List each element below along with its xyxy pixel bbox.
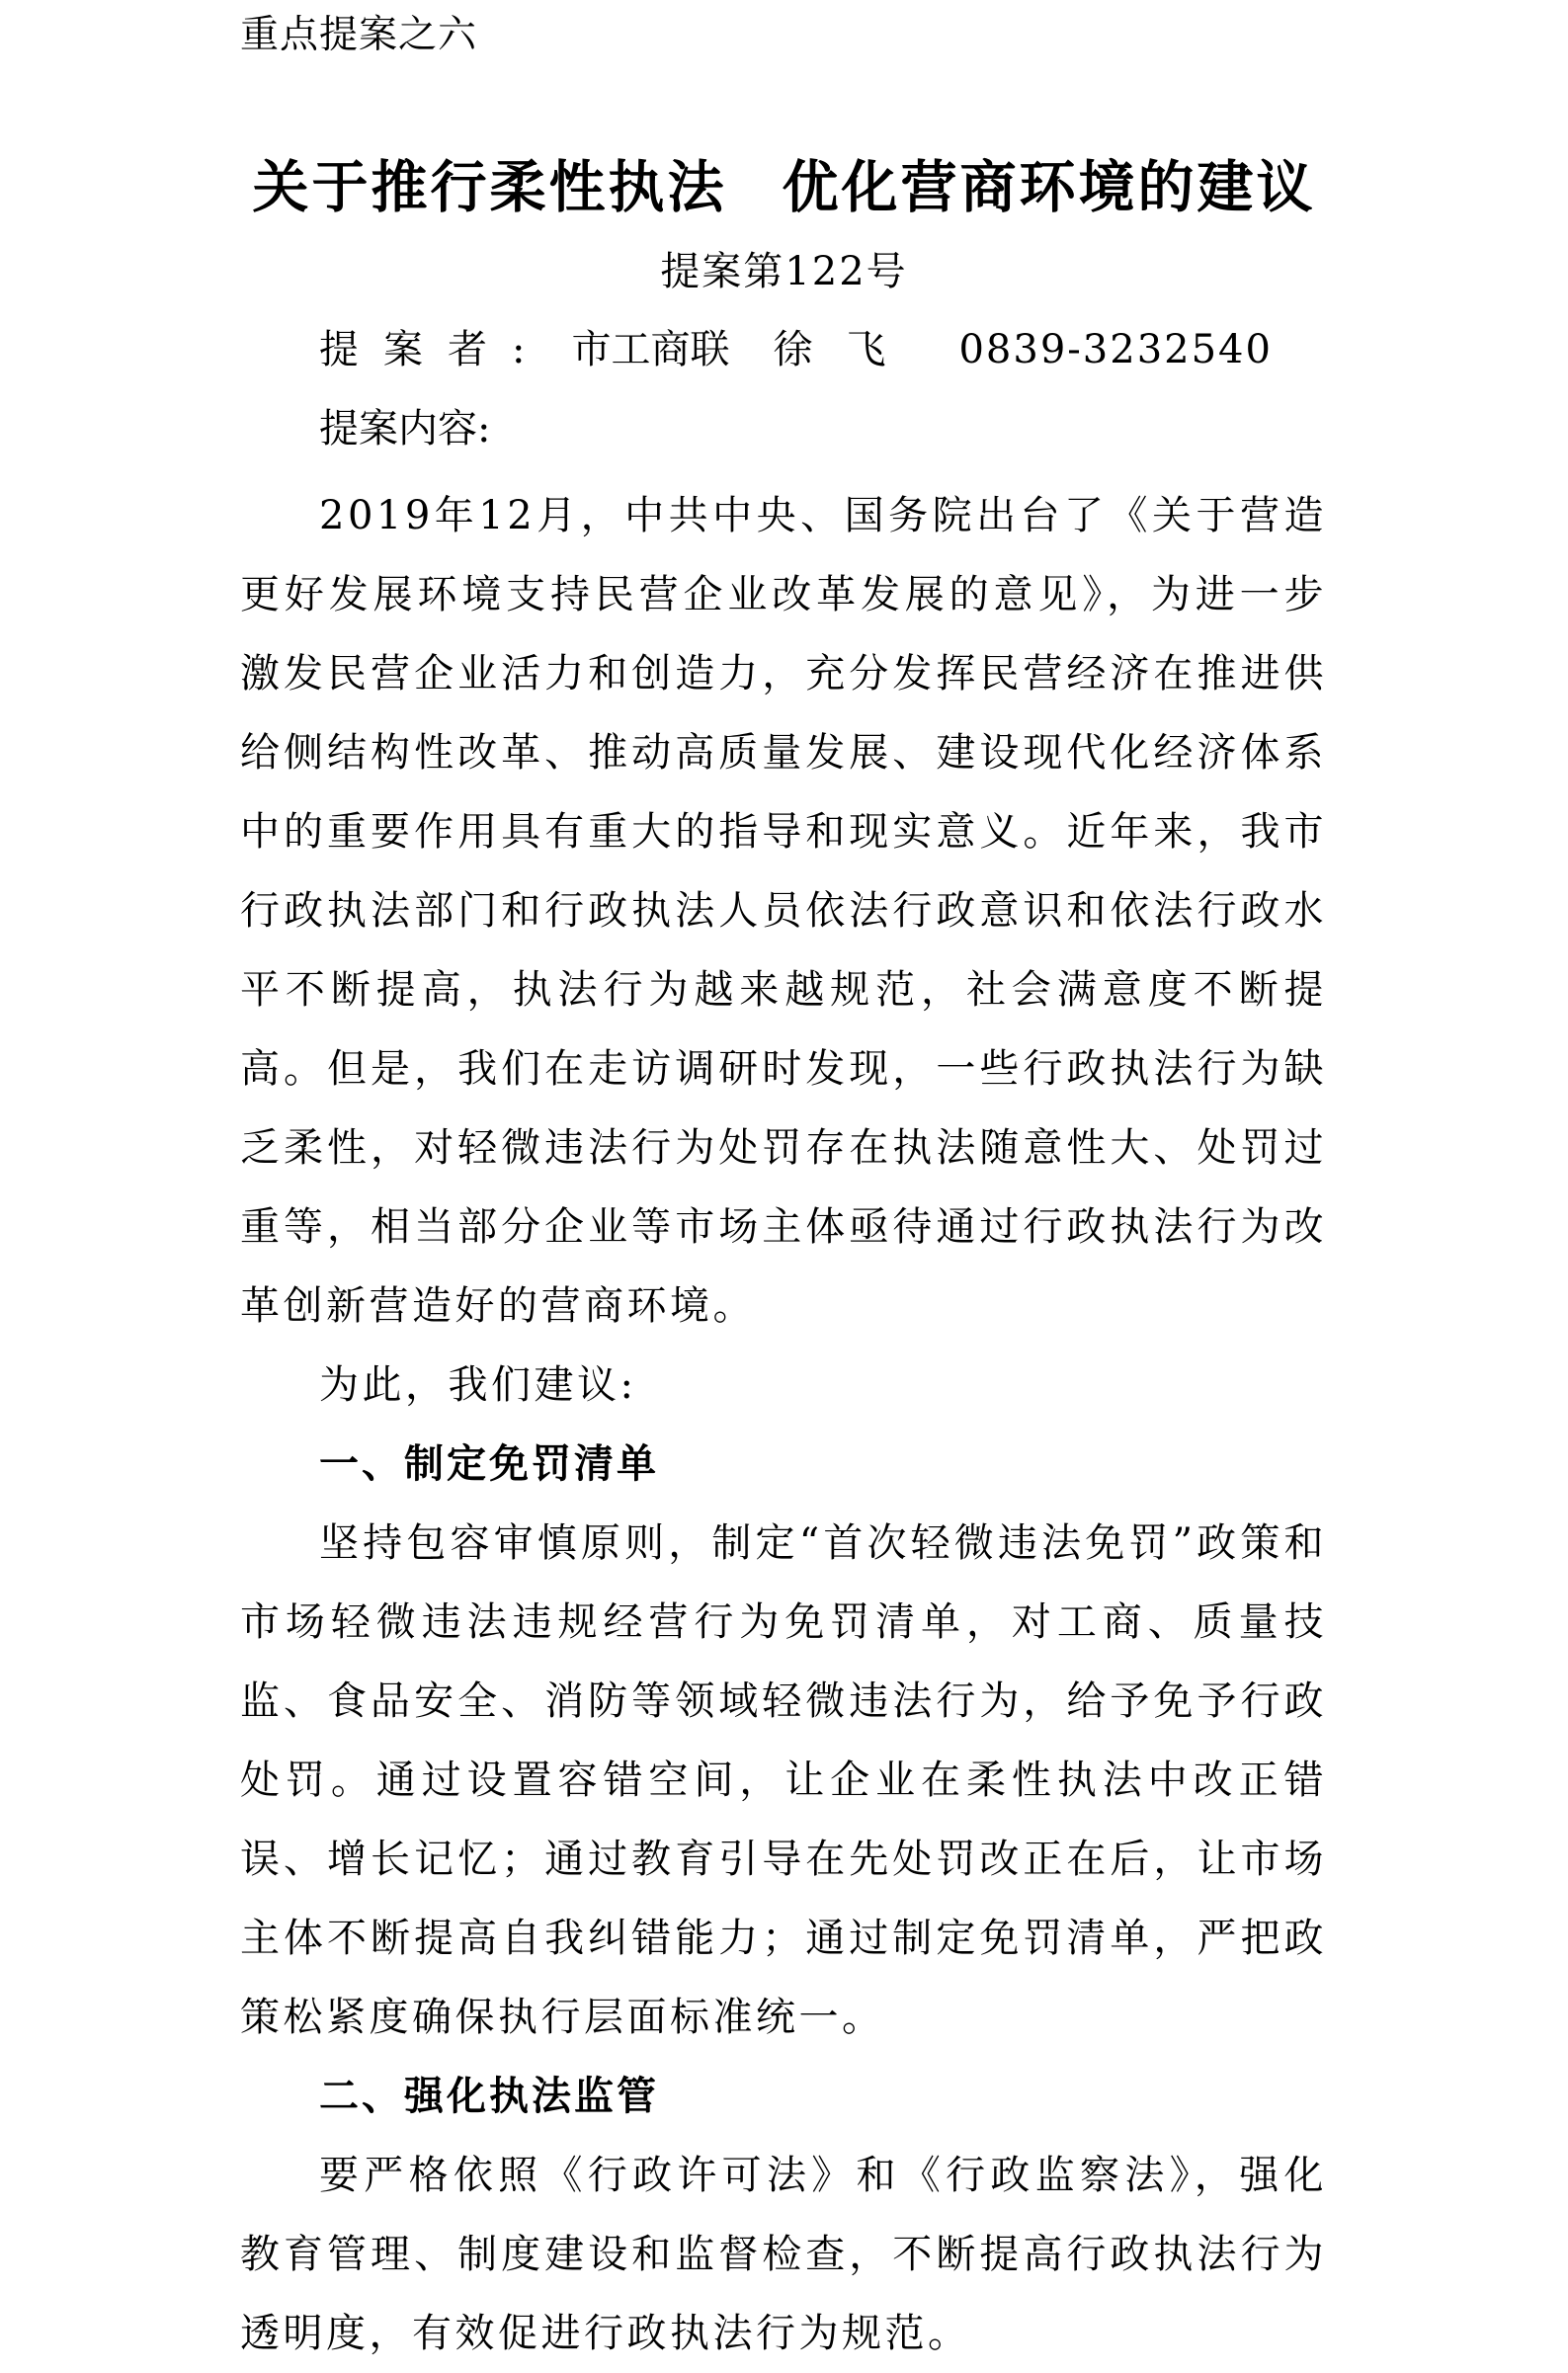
section-heading-1: 一、制定免罚清单 — [319, 1441, 659, 1487]
proposer-label: 提案者: — [319, 327, 550, 372]
title-part-2: 优化营商环境的建议 — [782, 155, 1316, 220]
content-label: 提案内容: — [319, 406, 491, 451]
document-title — [0, 148, 1568, 227]
proposer-phone: 0839-3232540 — [958, 327, 1273, 372]
section-heading-2: 二、强化执法监管 — [319, 2074, 659, 2119]
section-1-paragraph: 坚持包容审慎原则，制定“首次轻微违法免罚”政策和市场轻微违法违规经营行为免罚清单，对工商、质量技监、食品安全、消防等领域轻微违法行为，给予免予行政处罚。通过设置容错空间，让企业在柔性执法中改正错误、增长记忆；通过教育引导在先处罚改正在后，让市场主体不断提高自我纠错能力；通过制定免罚清单，严把政策松紧度确保执行层面标准统一。 — [240, 1520, 1327, 2040]
section-2-paragraph: 要严格依照《行政许可法》和《行政监察法》，强化教育管理、制度建设和监督检查，不断提高行政执法行为透明度，有效促进行政执法行为规范。 — [240, 2153, 1327, 2356]
proposal-number: 提案第122号 — [660, 249, 908, 294]
proposer-name: 徐飞 — [773, 327, 920, 372]
proposer-line — [319, 318, 1273, 381]
title-part-1: 关于推行柔性执法 — [252, 155, 727, 220]
intro-paragraph: 为此，我们建议: — [319, 1362, 637, 1408]
header-note: 重点提案之六 — [240, 13, 478, 57]
proposer-organization: 市工商联 — [571, 327, 730, 372]
background-paragraph: 2019年12月，中共中央、国务院出台了《关于营造更好发展环境支持民营企业改革发展的意见》，为进一步激发民营企业活力和创造力，充分发挥民营经济在推进供给侧结构性改革、推动高质量发展、建设现代化经济体系中的重要作用具有重大的指导和现实意义。近年来，我市行政执法部门和行政执法人员依法行政意识和依法行政水平不断提高，执法行为越来越规范，社会满意度不断提高。但是，我们在走访调研时发现，一些行政执法行为缺乏柔性，对轻微违法行为处罚存在执法随意性大、处罚过重等，相当部分企业等市场主体亟待通过行政执法行为改革创新营造好的营商环境。 — [240, 493, 1327, 1329]
